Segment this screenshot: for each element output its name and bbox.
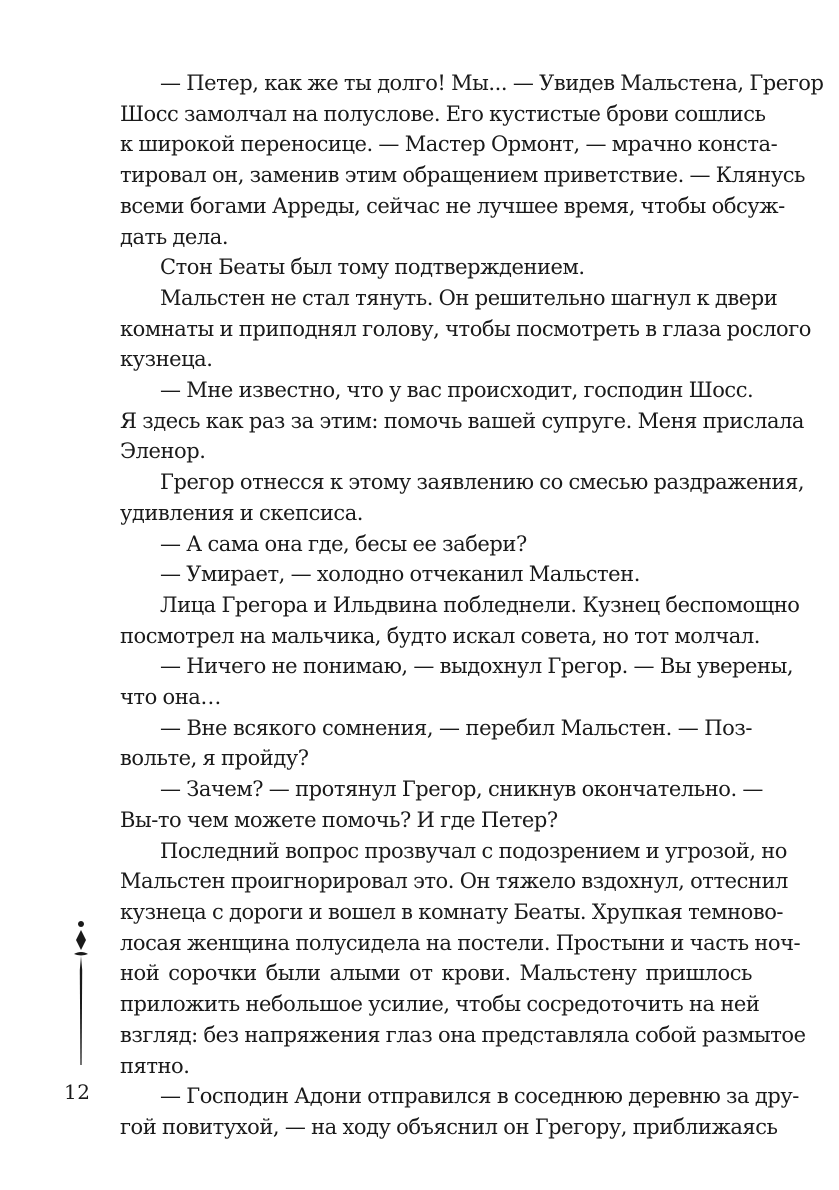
text-line: всеми богами Арреды, сейчас не лучшее время, чтобы обсуж- <box>120 193 785 218</box>
text-line: лосая женщина полусидела на постели. Простыни и часть ноч- <box>120 930 801 955</box>
ornament-icon <box>71 920 91 1065</box>
text-line: гой повитухой, — на ходу объяснил он Грегору, приближаясь <box>120 1114 778 1139</box>
text-line: комнаты и приподнял голову, чтобы посмотреть в глаза рослого <box>120 316 811 341</box>
text-line: — Умирает, — холодно отчеканил Мальстен. <box>160 562 640 587</box>
text-line: Последний вопрос прозвучал с подозрением и угрозой, но <box>160 838 788 863</box>
text-line: — Зачем? — протянул Грегор, сникнув окончательно. — <box>160 777 763 802</box>
text-line: Мальстен не стал тянуть. Он решительно шагнул к двери <box>160 285 778 310</box>
text-line: Стон Беаты был тому подтверждением. <box>160 255 585 280</box>
text-line: приложить небольшое усилие, чтобы сосредоточить на ней <box>120 992 760 1017</box>
text-line: Эленор. <box>120 439 206 464</box>
text-line: посмотрел на мальчика, будто искал совета, но тот молчал. <box>120 623 760 648</box>
text-line: Грегор отнесся к этому заявлению со смесью раздражения, <box>160 470 805 495</box>
text-line: удивления и скепсиса. <box>120 500 364 525</box>
text-line: — Петер, как же ты долго! Мы... — Увидев Мальстена, Грегор <box>160 71 824 95</box>
text-line: — Ничего не понимаю, — выдохнул Грегор. — Вы уверены, <box>160 654 794 679</box>
text-line: Я здесь как раз за этим: помочь вашей супруге. Меня прислала <box>120 408 804 433</box>
text-line: — А сама она где, бесы ее забери? <box>160 531 527 556</box>
text-line: Вы-то чем можете помочь? И где Петер? <box>120 807 558 832</box>
text-line: — Вне всякого сомнения, — перебил Мальстен. — Поз- <box>160 715 752 740</box>
text-line: Шосс замолчал на полуслове. Его кустистые брови сошлись <box>120 101 766 126</box>
text-line: кузнеца. <box>120 347 213 372</box>
text-line: к широкой переносице. — Мастер Ормонт, — мрачно конста- <box>120 132 778 157</box>
text-line: ной сорочки были алыми от крови. Мальстену пришлось <box>120 961 752 986</box>
text-line: Мальстен проигнорировал это. Он тяжело вздохнул, оттеснил <box>120 869 788 894</box>
text-line: Лица Грегора и Ильдвина побледнели. Кузнец беспомощно <box>160 592 800 617</box>
body-text <box>120 68 824 1143</box>
page-number: 12 <box>64 1080 91 1104</box>
text-line: взгляд: без напряжения глаз она представляла собой размытое <box>120 1022 806 1047</box>
text-line: тировал он, заменив этим обращением приветствие. — Клянусь <box>120 163 806 188</box>
text-line: дать дела. <box>120 224 229 249</box>
text-line: — Мне известно, что у вас происходит, господин Шосс. <box>160 378 754 403</box>
text-line: — Господин Адони отправился в соседнюю деревню за дру- <box>160 1084 799 1109</box>
text-line: пятно. <box>120 1053 190 1078</box>
text-line: вольте, я пройду? <box>120 746 309 771</box>
text-line: кузнеца с дороги и вошел в комнату Беаты. Хрупкая темново- <box>120 899 784 924</box>
text-line: что она… <box>120 685 221 710</box>
